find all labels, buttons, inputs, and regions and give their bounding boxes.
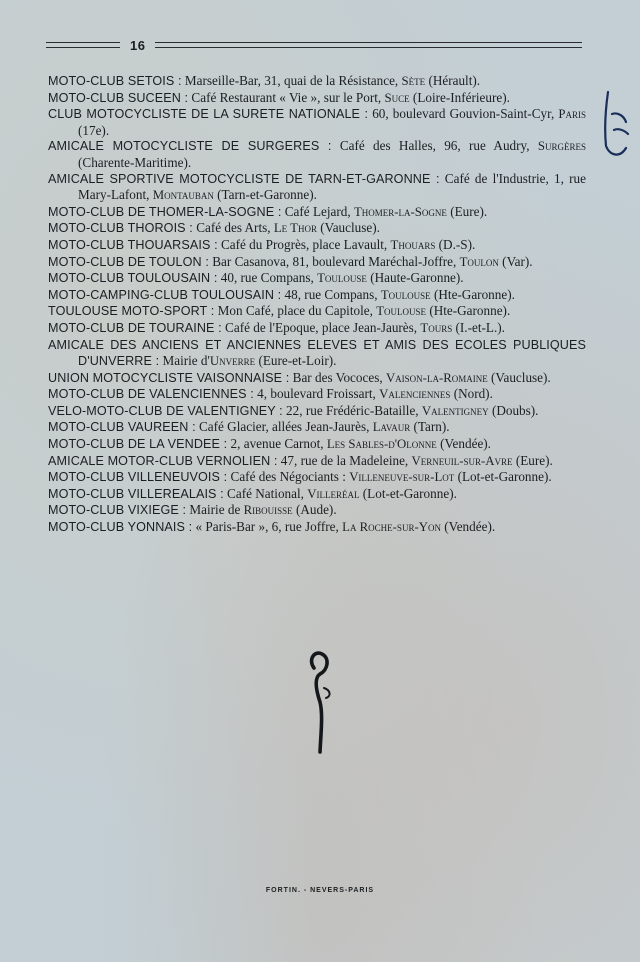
entry-department: (Vendée).	[436, 436, 491, 452]
entry-department: (17e).	[78, 122, 110, 138]
entry-address: Café de l'Industrie, 1, rue Mary-Lafont,	[78, 170, 586, 203]
entry-department: (I.-et-L.).	[452, 319, 505, 335]
entry-address: 60, boulevard Gouvion-Saint-Cyr,	[368, 106, 559, 122]
header-rule-left	[46, 42, 120, 48]
entry-city: La Roche-sur-Yon	[342, 520, 441, 535]
club-name: AMICALE DES ANCIENS ET ANCIENNES ELEVES ET AMIS DES ECOLES PUBLIQUES D'UNVERRE :	[48, 337, 586, 369]
page-header	[46, 37, 582, 53]
entry-city: Montauban	[152, 188, 214, 203]
directory-entry	[48, 287, 586, 304]
entry-department: (Eure).	[446, 203, 488, 219]
directory-entry	[48, 453, 586, 470]
entry-city: Valentigney	[421, 403, 489, 418]
club-name: MOTO-CLUB SUCEEN :	[48, 90, 189, 105]
entry-city: Villeneuve-sur-Lot	[349, 470, 455, 485]
flourish-ornament-icon	[300, 648, 340, 758]
club-name: MOTO-CLUB VAUREEN :	[48, 420, 196, 435]
club-name: MOTO-CLUB VILLENEUVOIS :	[48, 470, 228, 485]
entry-address: Café National,	[223, 485, 308, 501]
directory-entry	[48, 138, 586, 170]
entry-department: (Charente-Maritime).	[78, 154, 192, 170]
entry-city: Ribouisse	[243, 503, 293, 518]
entry-address: Bar des Vococes,	[289, 369, 386, 385]
club-name: MOTO-CLUB YONNAIS :	[48, 520, 193, 535]
directory-entry	[48, 486, 586, 503]
entry-city: Sète	[401, 74, 426, 88]
entry-address: 40, rue Compans,	[217, 270, 318, 286]
club-name: MOTO-CLUB DE VALENCIENNES :	[48, 387, 254, 402]
club-name: MOTO-CLUB VILLEREALAIS :	[48, 486, 224, 501]
directory-entry	[48, 519, 586, 536]
entry-city: Toulouse	[380, 287, 431, 302]
entry-department: (Hérault).	[425, 73, 481, 88]
entry-department: (Lot-et-Garonne).	[454, 469, 552, 485]
entry-department: (Lot-et-Garonne).	[359, 485, 457, 501]
club-name: VELO-MOTO-CLUB DE VALENTIGNEY :	[48, 403, 283, 418]
directory-entry	[48, 171, 586, 204]
entry-department: (Hte-Garonne).	[430, 286, 515, 302]
entry-department: (Var).	[498, 253, 533, 269]
entry-city: Toulouse	[376, 304, 427, 319]
entry-address: Café Lejard,	[281, 203, 354, 219]
directory-entry	[48, 303, 586, 320]
directory-entry	[48, 270, 586, 287]
entry-address: 48, rue Compans,	[281, 286, 381, 302]
entry-address: Café des Arts,	[192, 220, 274, 236]
entry-city: Suce	[384, 90, 410, 105]
directory-entry	[48, 403, 586, 420]
entry-city: Valenciennes	[379, 387, 451, 402]
entry-address: 4, boulevard Froissart,	[253, 386, 380, 402]
entry-address: Café de l'Epoque, place Jean-Jaurès,	[221, 319, 421, 335]
directory-entry	[48, 220, 586, 237]
entry-department: (Loire-Inférieure).	[409, 89, 510, 105]
entry-department: (D.-S).	[435, 236, 476, 252]
club-name: AMICALE MOTOR-CLUB VERNOLIEN :	[48, 453, 278, 468]
entry-city: Thomer-la-Sogne	[353, 204, 447, 219]
entry-department: (Vaucluse).	[316, 220, 380, 236]
entry-address: 22, rue Frédéric-Bataille,	[282, 402, 422, 418]
club-name: MOTO-CLUB SETOIS :	[48, 74, 182, 88]
entry-address: Mairie d'	[159, 353, 210, 369]
entry-address: Café Restaurant « Vie », sur le Port,	[188, 89, 385, 105]
page-number: 16	[130, 37, 146, 53]
entry-city: Verneuil-sur-Avre	[411, 453, 513, 468]
directory-entry	[48, 419, 586, 436]
directory-entry	[48, 73, 586, 90]
directory-entry	[48, 386, 586, 403]
club-name: MOTO-CLUB DE TOURAINE :	[48, 320, 222, 335]
club-name: TOULOUSE MOTO-SPORT :	[48, 304, 215, 319]
directory-entry	[48, 204, 586, 221]
entry-address: « Paris-Bar », 6, rue Joffre,	[192, 519, 343, 535]
club-name: AMICALE MOTOCYCLISTE DE SURGERES :	[48, 139, 332, 154]
entry-department: (Haute-Garonne).	[366, 270, 464, 286]
directory-entry	[48, 237, 586, 254]
directory-entry	[48, 320, 586, 337]
pencil-mark-icon	[594, 86, 634, 166]
directory-entry	[48, 469, 586, 486]
entry-address: Café des Halles, 96, rue Audry,	[331, 138, 538, 154]
club-name: MOTO-CLUB THOROIS :	[48, 221, 193, 236]
directory-entry	[48, 106, 586, 138]
entry-department: (Hte-Garonne).	[426, 303, 511, 319]
directory-entry	[48, 370, 586, 387]
club-name: MOTO-CLUB DE LA VENDEE :	[48, 437, 228, 452]
entry-address: 47, rue de la Madeleine,	[277, 452, 412, 468]
entry-city: Thouars	[390, 237, 436, 252]
entry-department: (Aude).	[292, 502, 337, 518]
entry-city: Villeréal	[307, 486, 360, 501]
entry-city: Tours	[420, 320, 453, 335]
directory-entry	[48, 337, 586, 370]
entry-city: Paris	[558, 107, 586, 122]
club-name: MOTO-CLUB THOUARSAIS :	[48, 237, 218, 252]
entry-address: 2, avenue Carnot,	[227, 436, 327, 452]
entry-city: Lavaur	[372, 420, 411, 435]
entry-city: Toulon	[459, 254, 499, 269]
directory-entry	[48, 254, 586, 271]
club-name: UNION MOTOCYCLISTE VAISONNAISE :	[48, 370, 290, 385]
entry-address: Bar Casanova, 81, boulevard Maréchal-Joffre,	[208, 253, 460, 269]
club-name: CLUB MOTOCYCLISTE DE LA SURETE NATIONALE :	[48, 107, 369, 122]
entry-address: Café Glacier, allées Jean-Jaurès,	[195, 419, 373, 435]
entry-city: Surgères	[537, 139, 586, 154]
entry-department: (Tarn-et-Garonne).	[213, 187, 317, 203]
club-name: MOTO-CLUB DE THOMER-LA-SOGNE :	[48, 204, 282, 219]
entry-department: (Vaucluse).	[487, 369, 551, 385]
entry-department: (Eure).	[512, 452, 553, 468]
entry-address: Mairie de	[186, 502, 244, 518]
entry-department: (Vendée).	[440, 519, 496, 535]
entry-department: (Eure-et-Loir).	[255, 353, 337, 369]
header-rule-right	[155, 42, 582, 48]
directory-entry	[48, 90, 586, 107]
club-name: MOTO-CAMPING-CLUB TOULOUSAIN :	[48, 287, 282, 302]
entry-address: Café des Négociants :	[227, 469, 350, 485]
directory-entry	[48, 436, 586, 453]
entry-city: Toulouse	[317, 271, 367, 286]
club-directory-list	[48, 73, 586, 536]
entry-city: Vaison-la-Romaine	[385, 370, 488, 385]
entry-department: (Doubs).	[488, 402, 539, 418]
club-name: AMICALE SPORTIVE MOTOCYCLISTE DE TARN-ET-GARONNE :	[48, 171, 440, 186]
directory-entry	[48, 502, 586, 519]
entry-city: Les Sables-d'Olonne	[326, 437, 437, 452]
club-name: MOTO-CLUB TOULOUSAIN :	[48, 271, 218, 286]
printer-imprint: FORTIN. - NEVERS-PARIS	[265, 887, 375, 894]
entry-address: Mon Café, place du Capitole,	[214, 303, 377, 319]
entry-department: (Nord).	[450, 386, 493, 402]
entry-address: Café du Progrès, place Lavault,	[217, 236, 391, 252]
entry-department: (Tarn).	[410, 419, 450, 435]
club-name: MOTO-CLUB VIXIEGE :	[48, 503, 187, 518]
entry-city: Unverre	[209, 354, 256, 369]
entry-city: Le Thor	[273, 221, 317, 236]
club-name: MOTO-CLUB DE TOULON :	[48, 254, 209, 269]
entry-address: Marseille-Bar, 31, quai de la Résistance,	[181, 73, 402, 88]
